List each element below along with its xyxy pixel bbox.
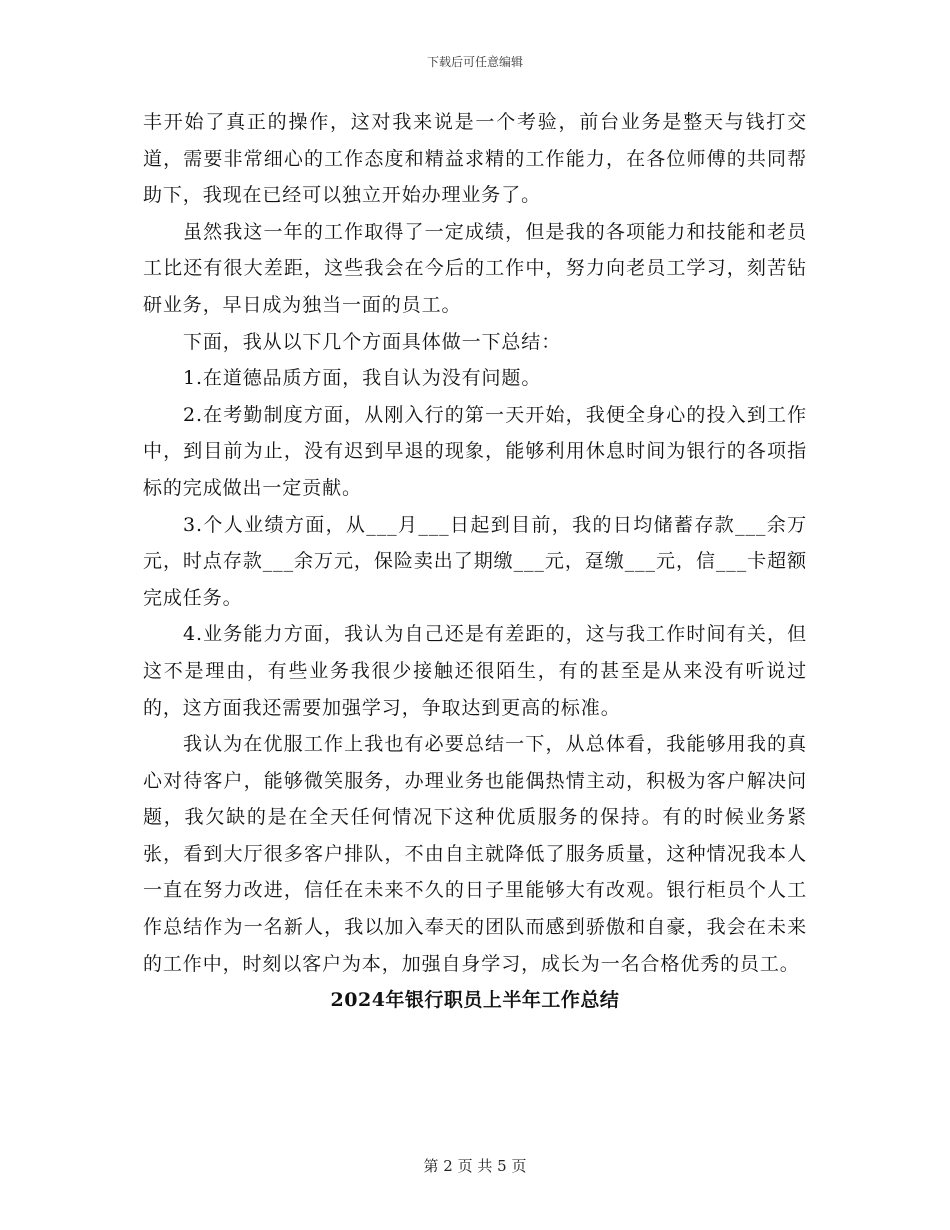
paragraph-point-4: 4.业务能力方面，我认为自己还是有差距的，这与我工作时间有关，但这不是理由，有些业务我很少接触还很陌生，有的甚至是从来没有听说过的，这方面我还需要加强学习，争取达到更高的标准。: [143, 623, 807, 719]
paragraph-continuation: 丰开始了真正的操作，这对我来说是一个考验，前台业务是整天与钱打交道，需要非常细心的工作态度和精益求精的工作能力，在各位师傅的共同帮助下，我现在已经可以独立开始办理业务了。: [143, 111, 807, 207]
page-number: 第 2 页 共 5 页: [423, 1157, 527, 1175]
paragraph-service-summary: 我认为在优服工作上我也有必要总结一下，从总体看，我能够用我的真心对待客户，能够微笑服务，办理业务也能偶热情主动，积极为客户解决问题，我欠缺的是在全天任何情况下这种优质服务的保持。有的时候业务紧张，看到大厅很多客户排队，不由自主就降低了服务质量，这种情况我本人一直在努力改进，信任在未来不久的日子里能够大有改观。银行柜员个人工作总结作为一名新人，我以加入奉天的团队而感到骄傲和自豪，我会在未来的工作中，时刻以客户为本，加强自身学习，成长为一名合格优秀的员工。: [143, 733, 807, 975]
header-note: 下载后可任意编辑: [426, 55, 523, 69]
paragraph-point-1: 1.在道德品质方面，我自认为没有问题。: [183, 367, 542, 390]
paragraph-point-3: 3.个人业绩方面，从___月___日起到目前，我的日均储蓄存款___余万元，时点存款___余万元，保险卖出了期缴___元，趸缴___元，信___卡超额完成任务。: [143, 513, 807, 609]
paragraph-gap-reflection: 虽然我这一年的工作取得了一定成绩，但是我的各项能力和技能和老员工比还有很大差距，这些我会在今后的工作中，努力向老员工学习，刻苦钻研业务，早日成为独当一面的员工。: [143, 220, 807, 316]
paragraph-summary-intro: 下面，我从以下几个方面具体做一下总结：: [183, 330, 562, 353]
document-body: [143, 104, 807, 1019]
next-section-title: 2024年银行职员上半年工作总结: [330, 989, 620, 1012]
paragraph-point-2: 2.在考勤制度方面，从刚入行的第一天开始，我便全身心的投入到工作中，到目前为止，没有迟到早退的现象，能够利用休息时间为银行的各项指标的完成做出一定贡献。: [143, 403, 807, 499]
